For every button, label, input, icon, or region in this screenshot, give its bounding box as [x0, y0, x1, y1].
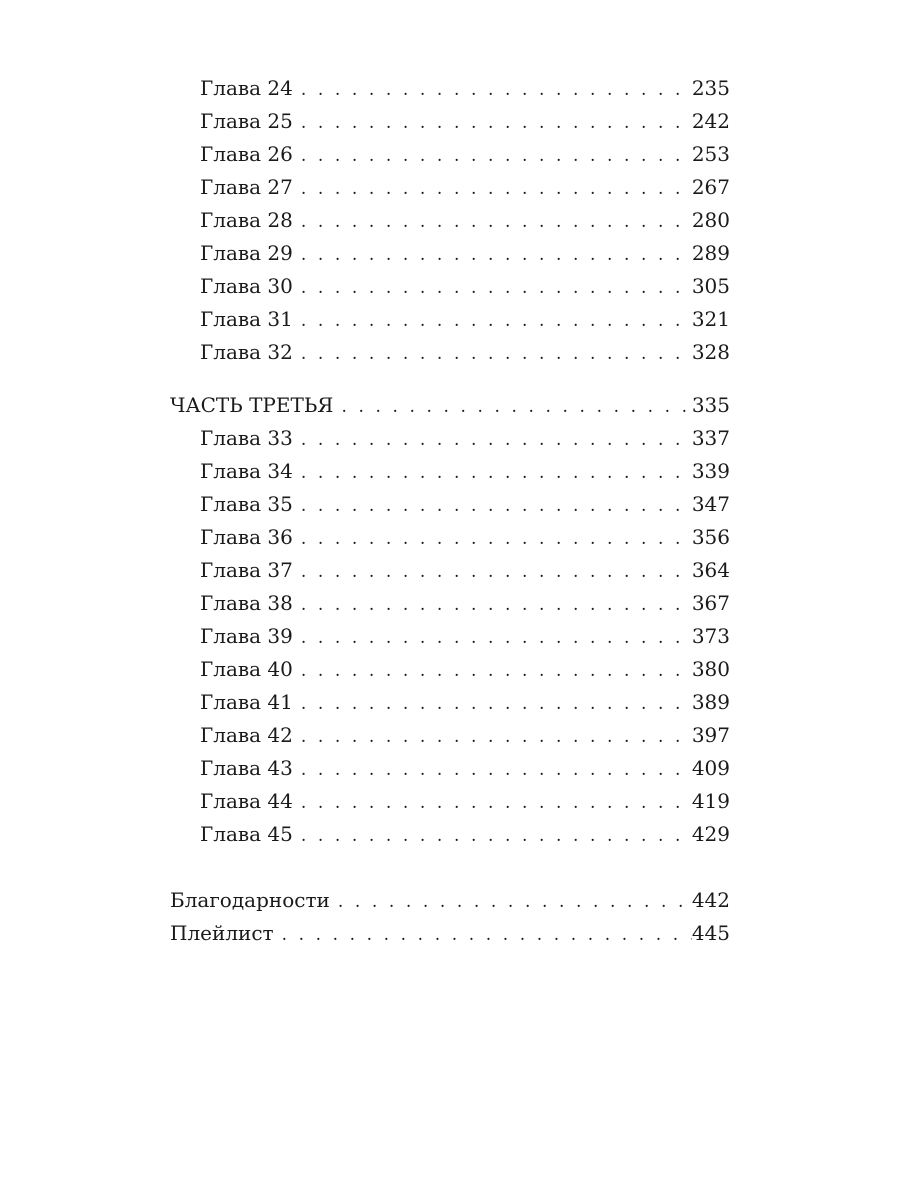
dot-leader — [293, 173, 692, 206]
toc-entry-chapter-42[interactable] — [170, 719, 730, 752]
toc-entry-label: Глава 33 — [200, 426, 293, 450]
toc-entry-label: Глава 38 — [200, 591, 293, 615]
toc-entry-chapter-30[interactable] — [170, 270, 730, 303]
toc-entry-label: Глава 40 — [200, 657, 293, 681]
toc-entry-label: Глава 30 — [200, 274, 293, 298]
toc-entry-label: Глава 26 — [200, 142, 293, 166]
toc-entry-page: 397 — [691, 723, 730, 747]
toc-entry-chapter-39[interactable] — [170, 620, 730, 653]
toc-entry-chapter-36[interactable] — [170, 521, 730, 554]
dot-leader — [293, 556, 692, 589]
toc-entry-playlist[interactable] — [170, 917, 730, 950]
toc-entry-chapter-25[interactable] — [170, 105, 730, 138]
toc-entry-chapter-37[interactable] — [170, 554, 730, 587]
dot-leader — [293, 589, 692, 622]
toc-entry-label: Глава 34 — [200, 459, 293, 483]
toc-entry-label: ЧАСТЬ ТРЕТЬЯ — [170, 393, 334, 417]
dot-leader — [293, 754, 692, 787]
back-matter — [170, 884, 730, 950]
dot-leader — [274, 919, 692, 952]
toc-entry-page: 442 — [691, 888, 730, 912]
toc-entry-page: 337 — [691, 426, 730, 450]
toc-entry-page: 347 — [691, 492, 730, 516]
toc-entry-label: Глава 36 — [200, 525, 293, 549]
dot-leader — [293, 424, 692, 457]
toc-entry-page: 321 — [691, 307, 730, 331]
toc-entry-label: Глава 29 — [200, 241, 293, 265]
dot-leader — [293, 688, 692, 721]
toc-entry-page: 445 — [691, 921, 730, 945]
toc-entry-chapter-38[interactable] — [170, 587, 730, 620]
toc-entry-label: Глава 41 — [200, 690, 293, 714]
toc-entry-chapter-45[interactable] — [170, 818, 730, 851]
toc-entry-chapter-29[interactable] — [170, 237, 730, 270]
toc-entry-label: Плейлист — [170, 921, 274, 945]
toc-entry-label: Глава 44 — [200, 789, 293, 813]
dot-leader — [293, 457, 692, 490]
toc-entry-chapter-33[interactable] — [170, 422, 730, 455]
toc-entry-label: Глава 35 — [200, 492, 293, 516]
toc-entry-chapter-40[interactable] — [170, 653, 730, 686]
dot-leader — [293, 107, 692, 140]
dot-leader — [293, 206, 692, 239]
toc-entry-label: Глава 43 — [200, 756, 293, 780]
toc-entry-chapter-27[interactable] — [170, 171, 730, 204]
toc-entry-label: Глава 27 — [200, 175, 293, 199]
toc-entry-chapter-43[interactable] — [170, 752, 730, 785]
toc-entry-page: 339 — [691, 459, 730, 483]
toc-entry-chapter-32[interactable] — [170, 336, 730, 369]
toc-entry-part-three[interactable] — [170, 389, 730, 422]
toc-entry-page: 235 — [691, 76, 730, 100]
toc-entry-page: 389 — [691, 690, 730, 714]
toc-entry-page: 242 — [691, 109, 730, 133]
dot-leader — [293, 239, 692, 272]
toc-entry-page: 328 — [691, 340, 730, 364]
toc-entry-chapter-41[interactable] — [170, 686, 730, 719]
toc-entry-page: 335 — [691, 393, 730, 417]
dot-leader — [293, 787, 692, 820]
toc-entry-page: 419 — [691, 789, 730, 813]
dot-leader — [293, 622, 692, 655]
part-two-chapters — [170, 72, 730, 369]
toc-entry-chapter-26[interactable] — [170, 138, 730, 171]
dot-leader — [293, 820, 692, 853]
dot-leader — [293, 490, 692, 523]
toc-entry-page: 289 — [691, 241, 730, 265]
toc-entry-chapter-34[interactable] — [170, 455, 730, 488]
toc-entry-label: Глава 24 — [200, 76, 293, 100]
toc-entry-label: Глава 32 — [200, 340, 293, 364]
toc-entry-chapter-31[interactable] — [170, 303, 730, 336]
toc-entry-label: Глава 28 — [200, 208, 293, 232]
toc-entry-chapter-24[interactable] — [170, 72, 730, 105]
dot-leader — [293, 140, 692, 173]
toc-entry-page: 356 — [691, 525, 730, 549]
toc-entry-page: 364 — [691, 558, 730, 582]
dot-leader — [293, 338, 692, 371]
toc-entry-page: 305 — [691, 274, 730, 298]
part-three — [170, 389, 730, 851]
dot-leader — [293, 523, 692, 556]
table-of-contents — [170, 72, 730, 950]
toc-entry-label: Глава 39 — [200, 624, 293, 648]
toc-entry-page: 409 — [691, 756, 730, 780]
toc-entry-page: 280 — [691, 208, 730, 232]
toc-entry-label: Глава 45 — [200, 822, 293, 846]
toc-entry-chapter-35[interactable] — [170, 488, 730, 521]
toc-entry-page: 373 — [691, 624, 730, 648]
toc-entry-page: 380 — [691, 657, 730, 681]
toc-entry-acknowledgements[interactable] — [170, 884, 730, 917]
toc-entry-label: Глава 37 — [200, 558, 293, 582]
toc-entry-chapter-28[interactable] — [170, 204, 730, 237]
dot-leader — [330, 886, 692, 919]
toc-entry-page: 253 — [691, 142, 730, 166]
dot-leader — [293, 655, 692, 688]
toc-entry-label: Глава 31 — [200, 307, 293, 331]
dot-leader — [333, 391, 691, 424]
dot-leader — [293, 305, 692, 338]
toc-entry-page: 367 — [691, 591, 730, 615]
toc-entry-label: Глава 42 — [200, 723, 293, 747]
toc-entry-page: 267 — [691, 175, 730, 199]
toc-entry-label: Благодарности — [170, 888, 330, 912]
dot-leader — [293, 74, 692, 107]
toc-entry-label: Глава 25 — [200, 109, 293, 133]
toc-entry-page: 429 — [691, 822, 730, 846]
dot-leader — [293, 721, 692, 754]
dot-leader — [293, 272, 692, 305]
toc-entry-chapter-44[interactable] — [170, 785, 730, 818]
